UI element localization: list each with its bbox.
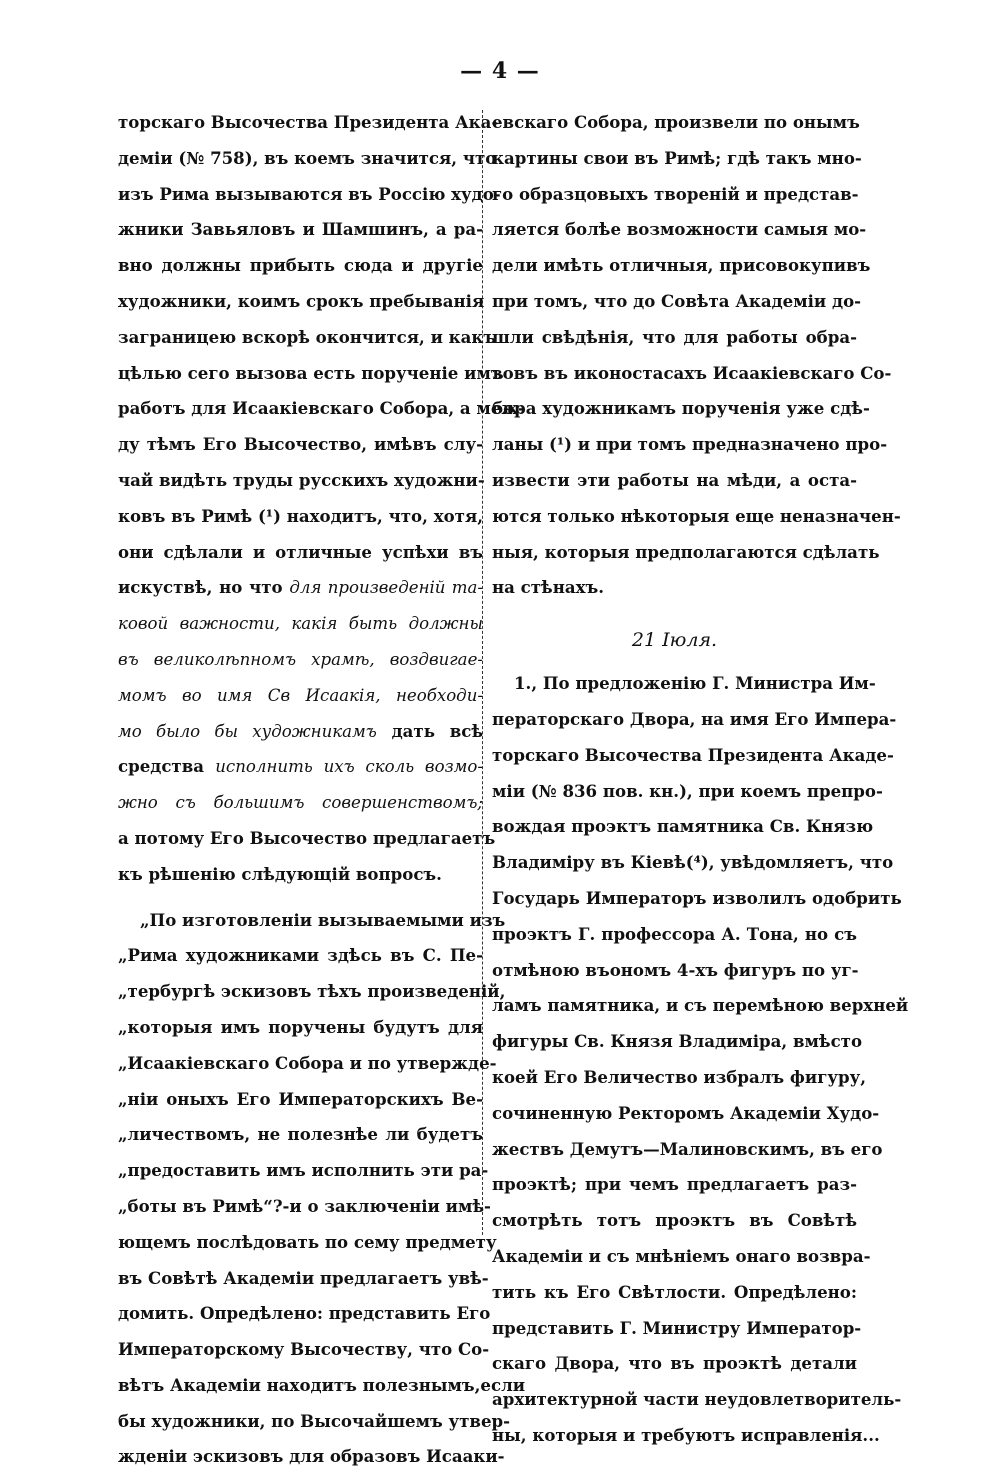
text-line: торскаго Высочества Президента Ака- <box>118 112 499 132</box>
text-line: жники Завьяловъ и Шамшинъ, а ра- <box>118 219 483 240</box>
page-number: — 4 — <box>460 58 540 84</box>
text-line <box>118 678 483 714</box>
text-plain: искуствѣ, но что <box>118 577 290 598</box>
text-line: вождая проэктъ памятника Св. Князю <box>492 816 874 837</box>
text-line: 1., По предложенію Г. Министра Им- <box>514 673 876 694</box>
text-italic: для произведеній та- <box>289 578 483 598</box>
text-line: ланы (¹) и при томъ предназначено про- <box>492 434 888 455</box>
text-line: фигуры Св. Князя Владиміра, вмѣсто <box>492 1031 863 1052</box>
text-line <box>118 606 483 642</box>
text-line <box>118 714 483 750</box>
text-line: въ Совѣтѣ Академіи предлагаетъ увѣ- <box>118 1267 489 1288</box>
text-line: картины свои въ Римѣ; гдѣ такъ мно- <box>492 147 862 168</box>
text-line: Государь Императоръ изволилъ одобрить <box>492 887 902 908</box>
text-line: шли свѣдѣнія, что для работы обра- <box>492 326 857 347</box>
text-line: извести эти работы на мѣди, а оста- <box>492 469 857 490</box>
text-line: къ рѣшенію слѣдующій вопросъ. <box>118 863 442 884</box>
text-line: заграницею вскорѣ окончится, и какъ <box>118 326 497 347</box>
text-line: „которыя имъ поручены будутъ для <box>118 1016 483 1037</box>
text-plain: средства <box>118 756 216 777</box>
text-italic: мо было бы <box>118 721 253 741</box>
text-line <box>118 642 483 678</box>
text-line: они сдѣлали и отличные успѣхи въ <box>118 541 483 562</box>
text-line: работъ для Исаакіевскаго Собора, а меж- <box>118 398 526 419</box>
text-line: Императорскому Высочеству, что Со- <box>118 1339 490 1360</box>
text-line: вно должны прибыть сюда и другіе <box>118 255 483 276</box>
text-line: вѣтъ Академіи находитъ полезнымъ,если <box>118 1374 526 1395</box>
text-line: а потому Его Высочество предлагаетъ <box>118 827 496 848</box>
text-line: коей Его Величество избралъ фигуру, <box>492 1066 866 1087</box>
text-line: бора художникамъ порученія уже сдѣ- <box>492 398 870 419</box>
text-line: ются только нѣкоторыя еще неназначен- <box>492 505 901 526</box>
text-line: торскаго Высочества Президента Акаде- <box>492 744 894 765</box>
left-paragraph-1 <box>118 105 526 893</box>
text-line: изъ Рима вызываются въ Россію худо- <box>118 183 501 204</box>
text-line: зовъ въ иконостасахъ Исаакіевскаго Со- <box>492 362 892 383</box>
text-line: на стѣнахъ. <box>492 577 605 598</box>
right-paragraph-1 <box>492 105 901 606</box>
left-paragraph-2 <box>118 903 526 1475</box>
text-line <box>118 785 483 821</box>
text-line: „боты въ Римѣ“?-и о заключеніи имѣ- <box>118 1195 491 1216</box>
right-paragraph-2 <box>492 666 909 1454</box>
text-line: „Исаакіевскаго Собора и по утвержде- <box>118 1052 497 1073</box>
text-line: ляется болѣе возможности самыя мо- <box>492 219 867 240</box>
text-line: дели имѣть отличныя, присовокупивъ <box>492 255 871 276</box>
text-line: деміи (№ 758), въ коемъ значится, что <box>118 147 497 168</box>
text-italic: исполнить ихъ сколь возмо- <box>215 757 483 777</box>
text-line: при томъ, что до Совѣта Академіи до- <box>492 290 862 311</box>
text-line: представить Г. Министру Император- <box>492 1317 862 1338</box>
text-line: ду тѣмъ Его Высочество, имѣвъ слу- <box>118 434 483 455</box>
text-line: смотрѣть тотъ проэктъ въ Совѣтѣ <box>492 1210 857 1231</box>
right-column <box>492 105 909 1454</box>
text-line: архитектурной части неудовлетворитель- <box>492 1389 902 1410</box>
text-line: „По изготовленіи вызываемыми изъ <box>140 909 506 930</box>
text-plain: дать всѣ <box>376 720 483 741</box>
text-line: цѣлью сего вызова есть порученіе имъ <box>118 362 504 383</box>
text-line: тить къ Его Свѣтлости. Опредѣлено: <box>492 1281 857 1302</box>
text-line: отмѣною въономъ 4-хъ фигуръ по уг- <box>492 959 859 980</box>
text-italic: ковой важности, какія быть должны <box>118 614 483 634</box>
text-italic: художникамъ <box>252 721 377 741</box>
text-line: проэктѣ; при чемъ предлагаетъ раз- <box>492 1174 857 1195</box>
text-line: „Рима художниками здѣсь въ С. Пе- <box>118 945 483 966</box>
text-line: „тербургѣ эскизовъ тѣхъ произведеній, <box>118 981 506 1002</box>
text-line: ющемъ послѣдовать по сему предмету <box>118 1231 497 1252</box>
text-line: бы художники, по Высочайшемъ утвер- <box>118 1410 510 1431</box>
text-line: проэктъ Г. профессора А. Тона, но съ <box>492 923 857 944</box>
text-line: художники, коимъ срокъ пребыванія <box>118 290 485 311</box>
text-line: ны, которыя и требуютъ исправленія... <box>492 1424 880 1445</box>
text-line: жденіи эскизовъ для образовъ Исааки- <box>118 1446 505 1467</box>
date-heading: 21 Іюля. <box>631 629 718 652</box>
text-line: ковъ въ Римѣ (¹) находитъ, что, хотя, <box>118 505 483 526</box>
text-line: міи (№ 836 пов. кн.), при коемъ препро- <box>492 780 883 801</box>
text-line: ламъ памятника, и съ перемѣною верхней <box>492 995 909 1016</box>
text-line: чай видѣть труды русскихъ художни- <box>118 469 485 490</box>
text-line: Академіи и съ мнѣніемъ онаго возвра- <box>492 1245 871 1266</box>
text-line: жествъ Демутъ—Малиновскимъ, въ его <box>492 1138 883 1159</box>
text-line: ператорскаго Двора, на имя Его Импера- <box>492 708 897 729</box>
text-italic: жно съ большимъ совершенствомъ; <box>118 793 483 813</box>
text-line <box>118 749 483 785</box>
text-italic: въ великолѣпномъ храмѣ, воздвигае- <box>118 649 483 669</box>
text-line: „личествомъ, не полезнѣе ли будетъ <box>118 1124 483 1145</box>
text-line: домить. Опредѣлено: представить Его <box>118 1303 491 1324</box>
text-line: сочиненную Ректоромъ Академіи Худо- <box>492 1102 880 1123</box>
text-line: ныя, которыя предполагаются сдѣлать <box>492 541 880 562</box>
text-line: евскаго Собора, произвели по онымъ <box>492 112 860 132</box>
text-line: „ніи оныхъ Его Императорскихъ Ве- <box>118 1088 483 1109</box>
paragraph-gap <box>118 893 483 903</box>
text-line: го образцовыхъ твореній и представ- <box>492 183 859 204</box>
left-column <box>118 105 526 1475</box>
text-line: Владиміру въ Кіевѣ(⁴), увѣдомляетъ, что <box>492 852 894 873</box>
text-italic: момъ во имя Св Исаакія, необходи- <box>118 685 483 705</box>
text-line: „предоставить имъ исполнить эти ра- <box>118 1160 489 1181</box>
text-line <box>118 570 483 606</box>
text-line: скаго Двора, что въ проэктѣ детали <box>492 1353 857 1374</box>
